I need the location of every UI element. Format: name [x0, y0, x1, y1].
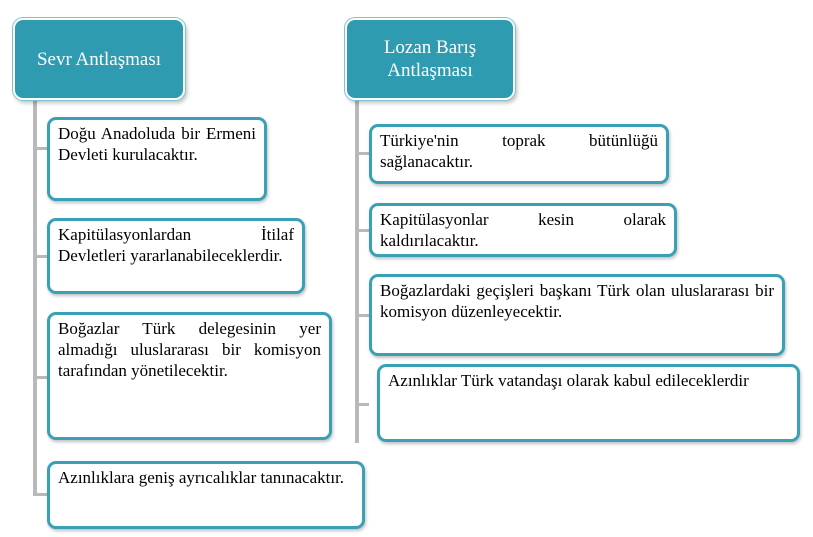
lozan-header-label: Lozan Barış Antlaşması [383, 37, 477, 81]
lozan-item-2-text: Kapitülasyonlar kesin olarak kaldırılacaktır. [380, 210, 666, 250]
left-branch-line-4 [33, 493, 47, 496]
sevr-item-4-text: Azınlıklara geniş ayrıcalıklar tanınacaktır. [58, 468, 345, 487]
right-branch-line-1 [355, 152, 369, 155]
lozan-item-3-text: Boğazlardaki geçişleri başkanı Türk olan uluslararası bir komisyon düzenleyecektir. [380, 281, 774, 321]
sevr-item-3-text: Boğazlar Türk delegesinin yer almadığı uluslararası bir komisyon tarafından yönetilecektir. [58, 319, 321, 380]
sevr-item-3 [47, 312, 332, 440]
left-branch-line-2 [33, 255, 47, 258]
sevr-item-4 [47, 461, 365, 529]
sevr-header-label: Sevr Antlaşması [36, 48, 162, 70]
lozan-item-4 [377, 364, 800, 442]
lozan-item-2 [369, 203, 677, 257]
sevr-item-2 [47, 218, 305, 294]
sevr-item-2-text: Kapitülasyonlardan İtilaf Devletleri yararlanabileceklerdir. [58, 225, 294, 265]
right-branch-line-4 [355, 403, 369, 406]
lozan-item-4-text: Azınlıklar Türk vatandaşı olarak kabul edileceklerdir [388, 371, 749, 390]
sevr-item-1 [47, 117, 267, 201]
left-branch-line-3 [33, 376, 47, 379]
lozan-item-1-text: Türkiye'nin toprak bütünlüğü sağlanacaktır. [380, 131, 658, 171]
right-branch-line-3 [355, 314, 369, 317]
sevr-item-1-text: Doğu Anadoluda bir Ermeni Devleti kurulacaktır. [58, 124, 256, 164]
lozan-header [345, 18, 515, 100]
right-branch-line-2 [355, 229, 369, 232]
lozan-item-1 [369, 124, 669, 184]
sevr-header [13, 18, 185, 100]
left-trunk-line [33, 100, 37, 496]
lozan-item-3 [369, 274, 785, 356]
left-branch-line-1 [33, 147, 47, 150]
